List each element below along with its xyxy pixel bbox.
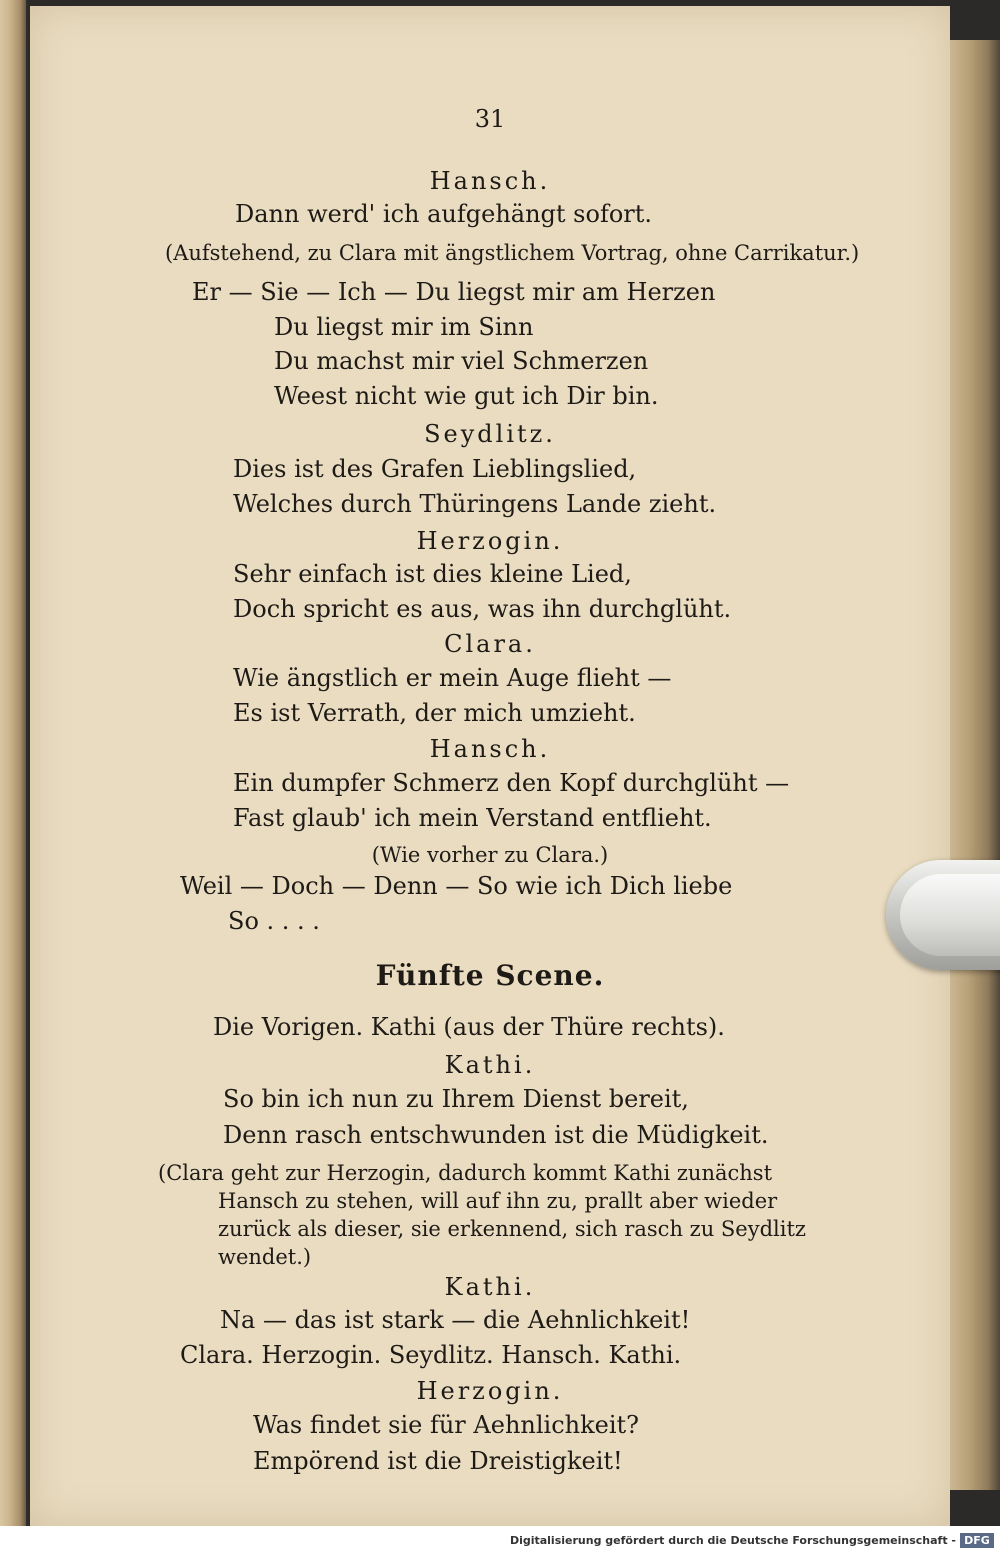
verse-line: Denn rasch entschwunden ist die Müdigkeit. [223,1121,769,1149]
verse-line: Dies ist des Grafen Lieblingslied, [233,455,637,483]
verse-line: Du machst mir viel Schmerzen [274,347,649,375]
verse-line: Sehr einfach ist dies kleine Lied, [233,560,632,588]
stage-direction: (Clara geht zur Herzogin, dadurch kommt Kathi zunächst [158,1161,773,1185]
verse-line: Welches durch Thüringens Lande zieht. [233,490,717,518]
verse-line: Dann werd' ich aufgehängt sofort. [235,200,653,228]
verse-line: Wie ängstlich er mein Auge flieht — [233,664,672,692]
page-number: 31 [474,105,506,133]
page-clip [886,860,1000,970]
verse-line: Weil — Doch — Denn — So wie ich Dich liebe [180,872,733,900]
scene-heading: Fünfte Scene. [375,959,605,992]
verse-line: Du liegst mir im Sinn [274,313,534,341]
digitization-footer [0,1526,1000,1556]
speaker-name: Kathi. [444,1051,536,1079]
previous-page-edge [0,0,26,1556]
verse-line: Er — Sie — Ich — Du liegst mir am Herzen [192,278,716,306]
verse-line: Na — das ist stark — die Aehnlichkeit! [220,1306,691,1334]
speaker-name: Kathi. [444,1273,536,1301]
page-clip-highlight [900,874,1000,956]
scene-cast-line: Die Vorigen. Kathi (aus der Thüre rechts). [213,1013,725,1041]
verse-line: Es ist Verrath, der mich umzieht. [233,699,636,727]
verse-line: Empörend ist die Dreistigkeit! [253,1447,623,1475]
speaker-name: Hansch. [429,735,551,763]
verse-line: So . . . . [228,907,320,935]
verse-line: Was findet sie für Aehnlichkeit? [253,1411,640,1439]
stage-direction: zurück als dieser, sie erkennend, sich rasch zu Seydlitz [218,1217,806,1241]
stage-direction: (Aufstehend, zu Clara mit ängstlichem Vortrag, ohne Carrikatur.) [165,241,860,265]
speaker-name: Clara. [444,630,536,658]
verse-line: Fast glaub' ich mein Verstand entflieht. [233,804,712,832]
page-text [30,6,950,1526]
page-stack-edge [948,40,1000,1490]
funding-notice: Digitalisierung gefördert durch die Deutsche Forschungsgemeinschaft - [509,1534,956,1547]
verse-line: Ein dumpfer Schmerz den Kopf durchglüht — [233,769,790,797]
speaker-name: Hansch. [429,167,551,195]
speaker-name: Herzogin. [416,527,564,555]
stage-direction: (Wie vorher zu Clara.) [371,843,609,867]
dfg-logo: DFG [960,1533,994,1548]
speaker-name: Herzogin. [416,1377,564,1405]
stage-direction: Hansch zu stehen, will auf ihn zu, prallt aber wieder [218,1189,778,1213]
book-page [30,6,950,1526]
verse-line: So bin ich nun zu Ihrem Dienst bereit, [223,1085,689,1113]
verse-line: Weest nicht wie gut ich Dir bin. [274,382,659,410]
stage-direction: wendet.) [218,1245,312,1269]
speaker-name: Seydlitz. [424,420,556,448]
scene-cast-line: Clara. Herzogin. Seydlitz. Hansch. Kathi. [180,1341,682,1369]
verse-line: Doch spricht es aus, was ihn durchglüht. [233,595,732,623]
